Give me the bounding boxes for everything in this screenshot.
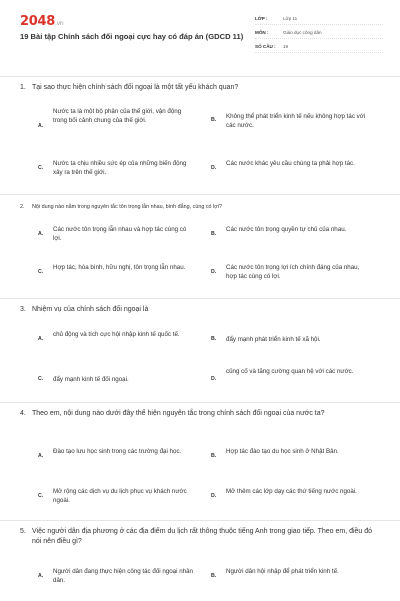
option-text: Nước ta là một bộ phận của thế giới, vận động trong bối cảnh chung của thế giới. [53,108,182,124]
option-text: Hợp tác đào tạo du học sinh ở Nhật Bản. [226,448,339,455]
option-letter: D. [211,376,217,382]
option-text: Không thể phát triển kinh tế nếu không hợp tác với các nước. [226,113,366,129]
option-text: củng cố và tăng cường quan hệ với các nước. [226,368,354,375]
meta-key: MÔN : [255,30,269,36]
option-text: Các nước tôn trọng quyền tự chủ của nhau. [226,226,347,233]
question-text: Nội dung nào nằm trong nguyên tắc tôn trọng lẫn nhau, bình đẳng, cùng có lợi? [32,204,222,210]
option-letter: B. [211,453,217,459]
option-text: Nước ta chịu nhiều sức ép của những biến động xảy ra trên thế giới. [53,160,187,176]
document-meta [255,14,383,57]
option-letter: A. [38,231,44,237]
question-text: Nhiệm vụ của chính sách đối ngoại là [32,306,149,313]
option-letter: B. [211,336,217,342]
option-letter: B. [211,117,217,123]
question-5 [0,520,400,601]
option-text: Mở thêm các lớp dạy các thứ tiếng nước ngoài. [226,488,357,495]
question-1 [0,76,400,195]
option-text: Hợp tác, hòa bình, hữu nghị, tôn trọng lẫn nhau. [53,264,186,271]
question-2 [0,194,400,299]
option-letter: D. [211,269,217,275]
meta-row-count [255,42,383,53]
option-text: chủ động và tích cực hội nhập kinh tế quốc tế. [53,331,180,338]
meta-row-subject [255,28,383,39]
option-text: Người dân hội nhập để phát triển kinh tế. [226,568,339,575]
question-text: Việc người dân địa phương ở các địa điểm du lịch rất thông thuộc tiếng Anh trong giao tiếp. Theo em, điều đó nói nên điều gì? [32,528,373,545]
site-logo[interactable] [20,14,63,29]
option-letter: B. [211,231,217,237]
option-letter: C. [38,165,44,171]
option-text: Các nước tôn trọng lẫn nhau và hợp tác cùng có lợi. [53,226,187,242]
option-letter: A. [38,123,44,129]
option-letter: A. [38,453,44,459]
option-letter: D. [211,493,217,499]
option-text: đẩy mạnh kinh tế đối ngoại. [53,376,129,383]
option-letter: D. [211,165,217,171]
question-number: 4. [20,410,26,417]
option-letter: C. [38,269,44,275]
option-letter: C. [38,376,44,382]
option-letter: C. [38,493,44,499]
meta-value: Lớp 11 [283,16,298,21]
meta-row-class [255,14,383,25]
question-number: 3. [20,306,26,313]
logo-main-text: 2048 [20,14,55,29]
logo-suffix-text: .vn [54,20,64,27]
document-title: 19 Bài tập Chính sách đối ngoại cực hay có đáp án (GDCD 11) [20,32,244,41]
meta-key: LỚP : [255,16,268,21]
question-4 [0,402,400,521]
option-letter: B. [211,573,217,579]
question-number: 5. [20,528,26,535]
question-number: 2. [20,204,25,210]
option-text: Người dân đang thực hiện công tác đối ngoại nhân dân. [53,568,193,584]
option-letter: A. [38,336,44,342]
meta-value: Giáo dục công dân [283,30,322,36]
question-3 [0,298,400,403]
question-text: Tại sao thực hiện chính sách đối ngoại là một tất yếu khách quan? [32,84,239,91]
option-text: Các nước tôn trọng lợi ích chính đáng của nhau, hợp tác cùng có lợi. [226,264,360,280]
option-text: Các nước khác yêu cầu chúng ta phải hợp tác. [226,160,355,167]
option-text: đẩy mạnh phát triển kinh tế xã hội. [226,336,321,343]
meta-value: 19 [283,44,289,50]
option-letter: A. [38,573,44,579]
option-text: Đào tạo lưu học sinh trong các trường đại học. [53,448,182,455]
meta-key: SỐ CÂU : [255,44,276,50]
question-text: Theo em, nội dung nào dưới đây thể hiện nguyên tắc trong chính sách đối ngoại của nước ta? [32,410,325,417]
question-number: 1. [20,84,26,91]
option-text: Mở rộng các dịch vụ du lịch phục vụ khách nước ngoài. [53,488,187,504]
page-header [0,0,400,62]
